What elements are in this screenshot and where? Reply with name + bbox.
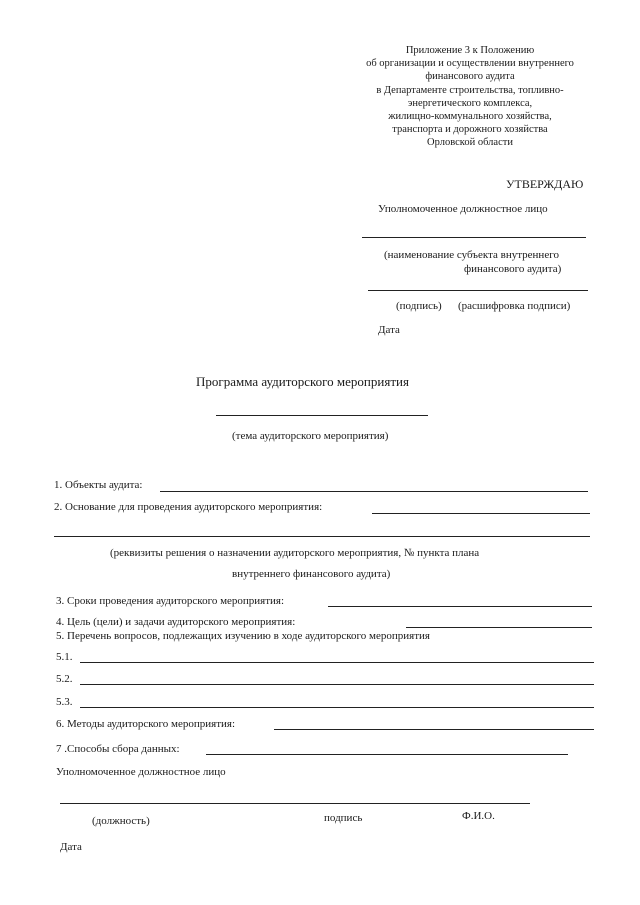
item-7-line xyxy=(206,754,568,755)
item-5-1-line xyxy=(80,662,594,663)
annex-block xyxy=(330,44,610,150)
item-2-line xyxy=(372,513,590,514)
annex-line-5: энергетического комплекса, xyxy=(407,97,533,109)
approval-signature-line xyxy=(368,290,588,291)
item-7-label: 7 .Способы сбора данных: xyxy=(56,743,180,755)
item-5-2-label: 5.2. xyxy=(56,673,73,685)
item-3-label: 3. Сроки проведения аудиторского мероприятия: xyxy=(56,595,285,607)
footer-official-label: Уполномоченное должностное лицо xyxy=(56,766,226,778)
approval-subject-hint-2: финансового аудита) xyxy=(464,263,562,275)
item-4-line xyxy=(406,627,592,628)
approve-heading: УТВЕРЖДАЮ xyxy=(506,177,584,191)
annex-line-4: в Департаменте строительства, топливно- xyxy=(376,84,564,96)
item-6-line xyxy=(274,729,594,730)
item-2-label: 2. Основание для проведения аудиторского мероприятия: xyxy=(54,501,323,513)
footer-fio-label: Ф.И.О. xyxy=(462,810,495,822)
annex-line-7: транспорта и дорожного хозяйства xyxy=(392,124,548,136)
approval-official-label: Уполномоченное должностное лицо xyxy=(378,203,548,215)
item-5-1-label: 5.1. xyxy=(56,651,73,663)
topic-hint: (тема аудиторского мероприятия) xyxy=(232,430,389,442)
approval-subject-hint-1: (наименование субъекта внутреннего xyxy=(384,249,559,261)
approval-signature-label: (подпись) xyxy=(396,300,442,312)
item-5-2-line xyxy=(80,684,594,685)
page-title: Программа аудиторского мероприятия xyxy=(196,374,409,389)
requisites-hint-1: (реквизиты решения о назначении аудиторского мероприятия, № пункта плана xyxy=(110,547,480,559)
annex-line-3: финансового аудита xyxy=(425,71,515,83)
requisites-hint-2: внутреннего финансового аудита) xyxy=(232,568,391,580)
footer-date-label: Дата xyxy=(60,841,82,853)
item-5-3-label: 5.3. xyxy=(56,696,73,708)
annex-line-8: Орловской области xyxy=(427,137,513,149)
approval-signature-decode-label: (расшифровка подписи) xyxy=(458,300,571,312)
topic-line xyxy=(216,415,428,416)
item-4-label: 4. Цель (цели) и задачи аудиторского мероприятия: xyxy=(56,616,296,628)
approval-date-label: Дата xyxy=(378,324,400,336)
annex-line-2: об организации и осуществлении внутреннего xyxy=(366,58,574,70)
item-3-line xyxy=(328,606,592,607)
approval-official-line xyxy=(362,237,586,238)
item-1-label: 1. Объекты аудита: xyxy=(54,479,143,491)
item-6-label: 6. Методы аудиторского мероприятия: xyxy=(56,718,236,730)
item-2-line-continued xyxy=(54,536,590,537)
item-5-3-line xyxy=(80,707,594,708)
footer-signature-label: подпись xyxy=(324,812,363,824)
annex-line-6: жилищно-коммунального хозяйства, xyxy=(388,111,552,123)
item-5-label: 5. Перечень вопросов, подлежащих изучению в ходе аудиторского мероприятия xyxy=(56,630,430,642)
footer-position-label: (должность) xyxy=(92,815,150,827)
annex-line-1: Приложение 3 к Положению xyxy=(405,45,535,56)
footer-signature-line xyxy=(60,803,530,804)
item-1-line xyxy=(160,491,588,492)
